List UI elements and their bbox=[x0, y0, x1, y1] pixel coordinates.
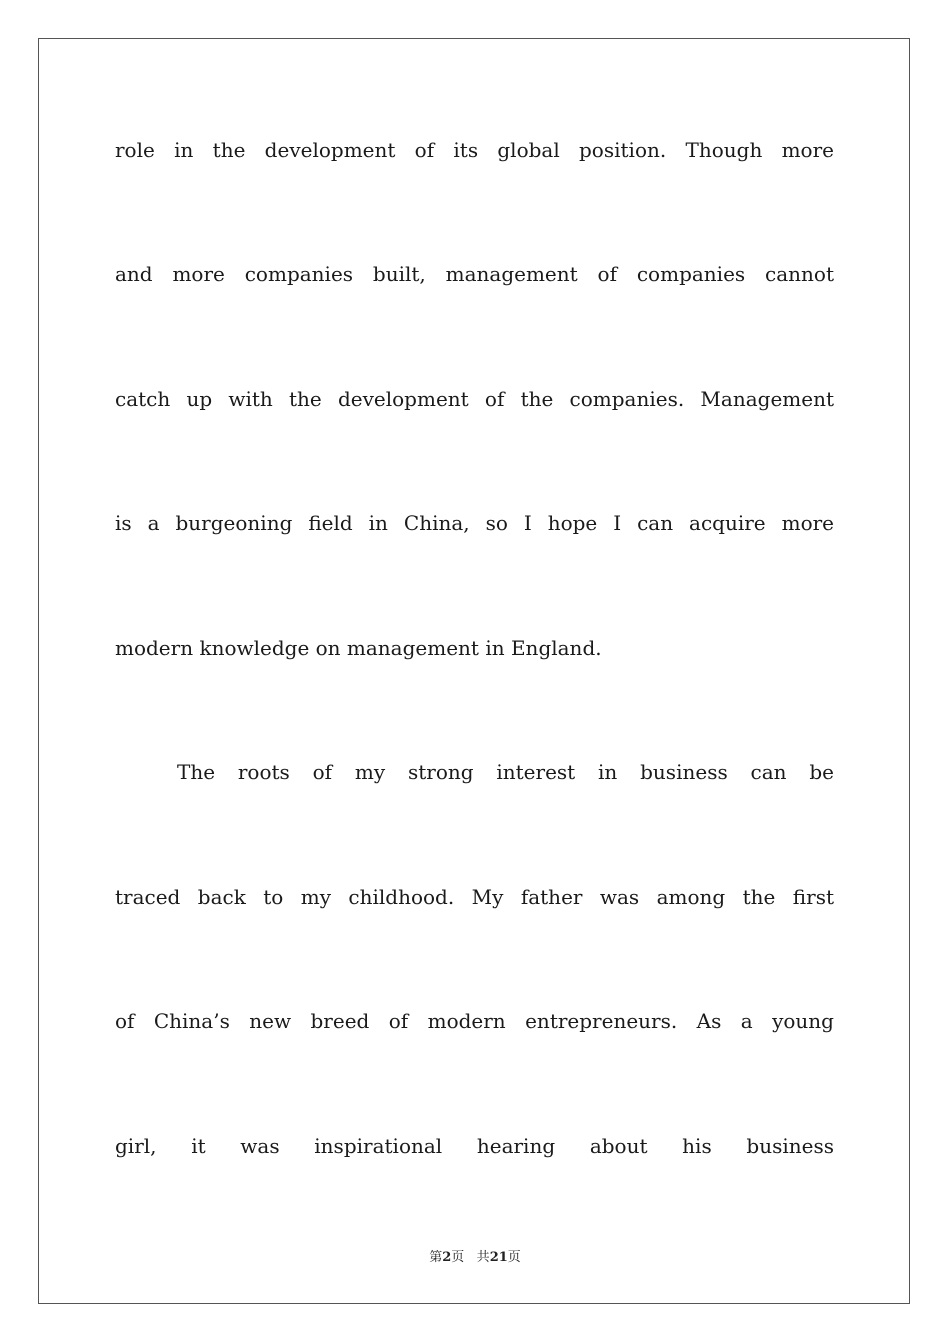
text-line: of China’s new breed of modern entrepreneurs. As a young bbox=[115, 1009, 834, 1033]
footer-total-unit: 页 bbox=[507, 1250, 521, 1265]
text-line: is a burgeoning field in China, so I hope I can acquire more bbox=[115, 511, 834, 535]
footer-total-pages: 21 bbox=[489, 1250, 508, 1265]
footer-page-number: 2 bbox=[442, 1250, 452, 1265]
text-line: role in the development of its global position. Though more bbox=[115, 138, 834, 162]
text-line: modern knowledge on management in England. bbox=[115, 636, 602, 660]
page-border bbox=[38, 38, 910, 1304]
footer-page-prefix: 第 bbox=[429, 1250, 443, 1265]
footer-page-unit: 页 bbox=[451, 1250, 465, 1265]
text-line: and more companies built, management of companies cannot bbox=[115, 262, 834, 286]
footer-total-prefix: 共 bbox=[476, 1250, 490, 1265]
text-line: traced back to my childhood. My father was among the first bbox=[115, 885, 834, 909]
page-footer bbox=[0, 1246, 950, 1265]
text-line: catch up with the development of the companies. Management bbox=[115, 387, 834, 411]
paragraph-first-line: The roots of my strong interest in business can be bbox=[177, 760, 834, 784]
text-line: girl, it was inspirational hearing about his business bbox=[115, 1134, 834, 1158]
